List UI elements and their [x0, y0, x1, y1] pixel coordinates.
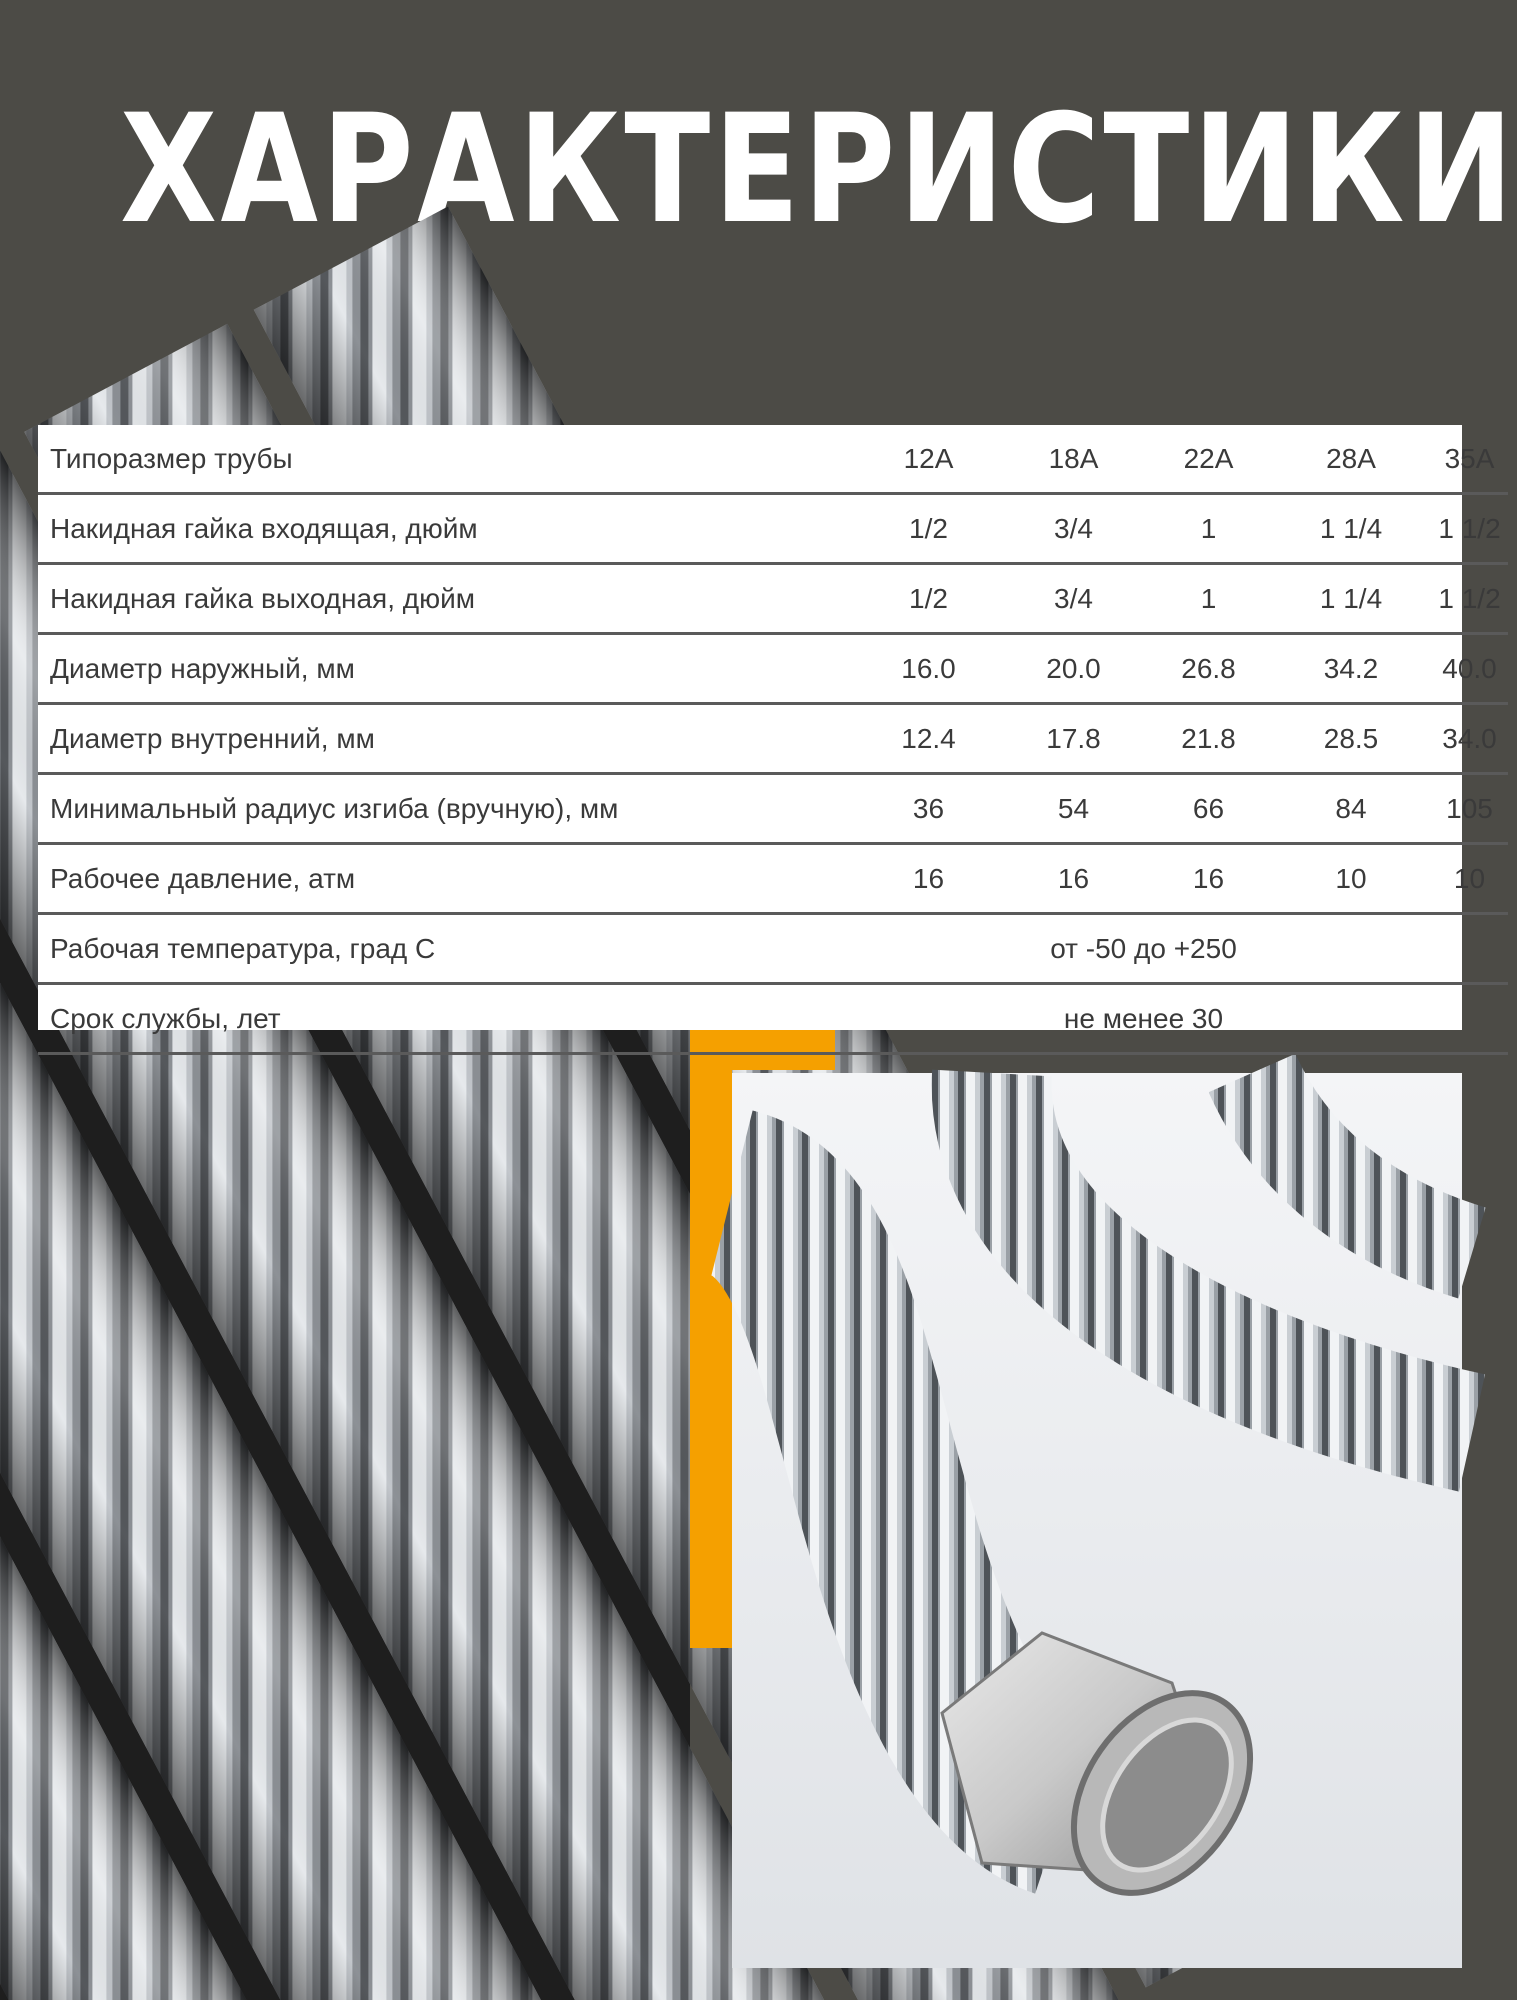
table-cell: 34.0: [1431, 704, 1508, 774]
table-row: [38, 704, 1508, 774]
table-cell: 34.2: [1271, 634, 1431, 704]
row-label: Накидная гайка входящая, дюйм: [38, 494, 856, 564]
row-label: Рабочее давление, атм: [38, 844, 856, 914]
table-cell: 3/4: [1001, 494, 1146, 564]
table-cell: 66: [1146, 774, 1271, 844]
table-row: [38, 844, 1508, 914]
table-cell: 40.0: [1431, 634, 1508, 704]
table-cell: 16: [1001, 844, 1146, 914]
row-label: Минимальный радиус изгиба (вручную), мм: [38, 774, 856, 844]
row-label: Диаметр наружный, мм: [38, 634, 856, 704]
table-row-span: [38, 984, 1508, 1054]
table-cell: 36: [856, 774, 1001, 844]
size-28a: 28A: [1271, 425, 1431, 494]
table-cell: [1431, 984, 1508, 1054]
size-22a: 22A: [1146, 425, 1271, 494]
table-cell: 1 1/2: [1431, 494, 1508, 564]
table-row-span: [38, 914, 1508, 984]
table-cell: 10: [1431, 844, 1508, 914]
table-cell: 105: [1431, 774, 1508, 844]
table-row: [38, 564, 1508, 634]
table-cell: 3/4: [1001, 564, 1146, 634]
page-title: ХАРАКТЕРИСТИКИ: [120, 83, 1517, 257]
size-18a: 18A: [1001, 425, 1146, 494]
table-cell: 1 1/4: [1271, 494, 1431, 564]
table-row-header: [38, 425, 1508, 494]
row-label: Типоразмер трубы: [38, 425, 856, 494]
table-cell: 12.4: [856, 704, 1001, 774]
table-cell-span: не менее 30: [856, 984, 1431, 1054]
spec-table: [38, 425, 1501, 1034]
table-cell: 84: [1271, 774, 1431, 844]
table-cell: 28.5: [1271, 704, 1431, 774]
size-35a: 35A: [1431, 425, 1508, 494]
row-label: Диаметр внутренний, мм: [38, 704, 856, 774]
table-cell: 1/2: [856, 564, 1001, 634]
table-cell: 26.8: [1146, 634, 1271, 704]
table-cell: 1: [1146, 494, 1271, 564]
table-cell-span: от -50 до +250: [856, 914, 1431, 984]
table-cell: 1/2: [856, 494, 1001, 564]
table-row: [38, 494, 1508, 564]
table-cell: 20.0: [1001, 634, 1146, 704]
accent-bar: [690, 1030, 732, 1648]
table-cell: 1 1/2: [1431, 564, 1508, 634]
table-cell: 16.0: [856, 634, 1001, 704]
size-12a: 12A: [856, 425, 1001, 494]
hose-with-nut-photo: [732, 1073, 1462, 1968]
table-cell: [1431, 914, 1508, 984]
table-row: [38, 774, 1508, 844]
table-cell: 1: [1146, 564, 1271, 634]
table-cell: 17.8: [1001, 704, 1146, 774]
table-cell: 16: [856, 844, 1001, 914]
row-label: Накидная гайка выходная, дюйм: [38, 564, 856, 634]
table-row: [38, 634, 1508, 704]
row-label: Срок службы, лет: [38, 984, 856, 1054]
table-cell: 1 1/4: [1271, 564, 1431, 634]
table-cell: 54: [1001, 774, 1146, 844]
spec-table-body: [38, 425, 1508, 1054]
table-cell: 21.8: [1146, 704, 1271, 774]
table-cell: 10: [1271, 844, 1431, 914]
row-label: Рабочая температура, град С: [38, 914, 856, 984]
table-cell: 16: [1146, 844, 1271, 914]
